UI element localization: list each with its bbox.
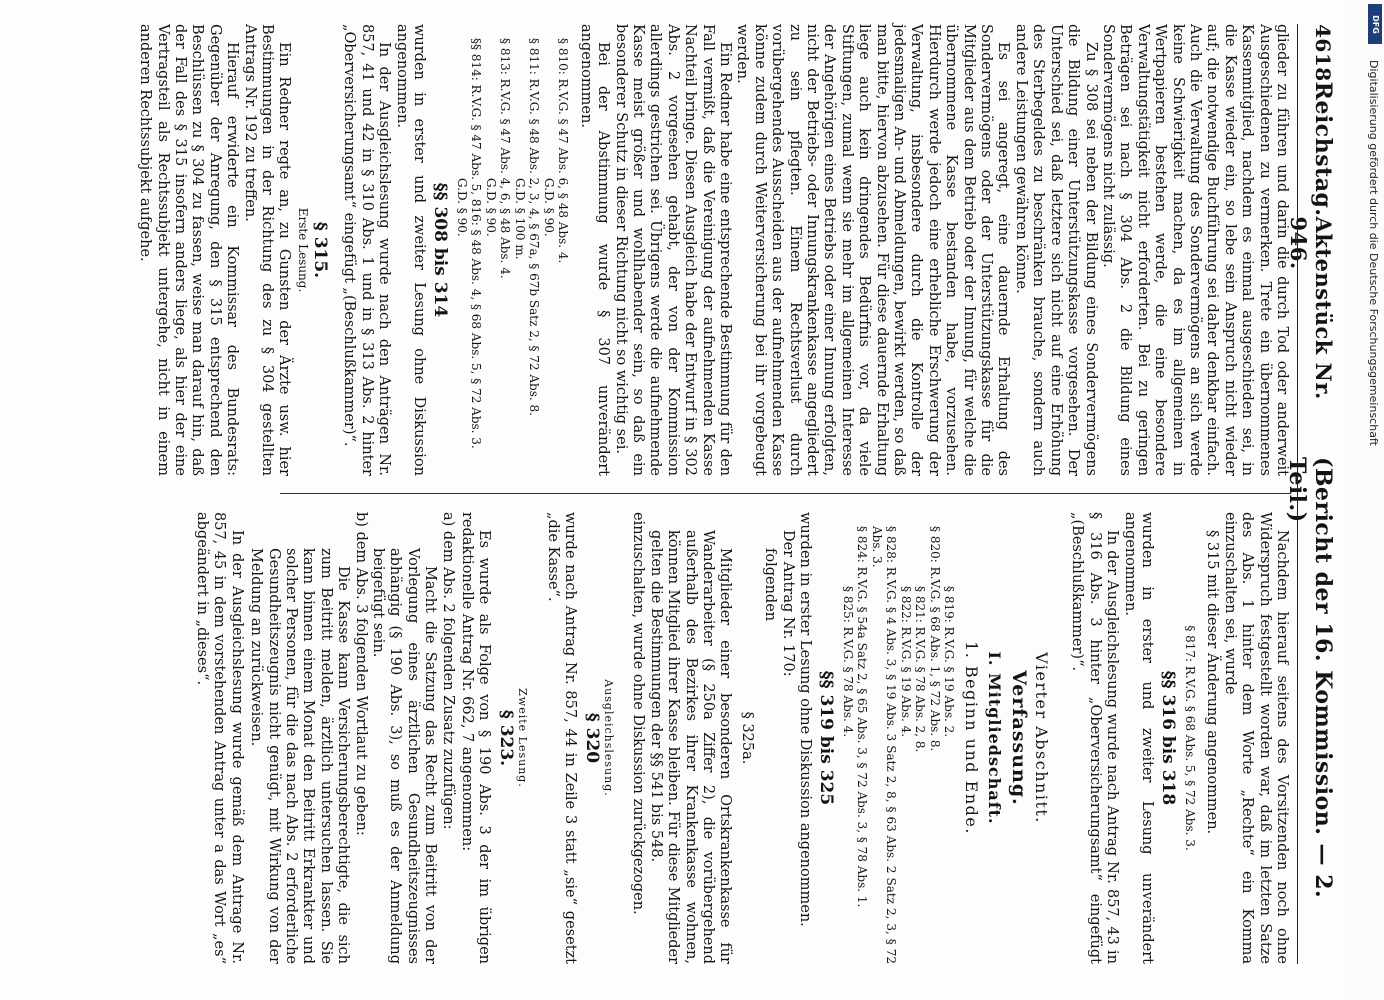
section-subheading: Zweite Lesung.	[516, 688, 530, 788]
section-heading: §§ 308 bis 314	[430, 182, 451, 318]
paragraph: Es sei angeregt, eine dauernde Erhaltung des Sondervermögens oder der Unterstützungskasse für die Mitglieder aus dem Betrieb oder der Innung, für welche die übernommene Kasse bestanden habe, vorzusehen. Hierdurch werde jedoch eine erhebliche Erschwerung der Verwaltung, insbesondere durch die Kontrolle der jedesmaligen An- und Abmeldungen, bewirkt werden, so daß man bitte, hiervon abzusehen. Für diese dauernde Erhaltung liege auch kein dringendes Bedürfnis vor, da viele Stiftungen, zumal wenn sie mehr im allgemeinen Interesse der Angehörigen eines Betriebs oder einer Innung erfolgten, nicht der Betriebs- oder Innungskrankenkasse angegliedert zu sein pflegten. Einem Rechtsverlust durch vorübergehendes Ausscheiden aus der aufnehmenden Kasse könne zudem durch Weiterversicherung bei ihr vorgebeugt werden.	[734, 24, 1012, 476]
footnote: § 819: R.V.G. § 19 Abs. 2.	[942, 586, 957, 738]
chapter-heading: I. Mitgliedschaft.	[985, 651, 1005, 825]
left-column	[136, 24, 1290, 476]
footnote: §§ 814: R.V.G. § 47 Abs. 5, 816: § 48 Abs. 4, § 68 Abs. 5, § 72 Abs. 3.	[469, 38, 484, 449]
section-heading: § 325a.	[738, 711, 755, 765]
page-header	[1284, 24, 1336, 964]
paragraph: wurden in erster und zweiter Lesung unverändert angenommen.	[1121, 512, 1156, 964]
footnote: G.D. § 90.	[483, 178, 498, 237]
paragraph: In der Ausgleichslesung wurde nach Antrag Nr. 857, 43 in § 316 Abs. 3 hinter „Oberversicherungsamt“ eingefügt „(Beschlußkammer)“.	[1069, 512, 1121, 964]
amendment-list	[247, 512, 456, 964]
footnote: § 813: R.V.G. § 47 Abs. 4, 6, § 48 Abs. 4.	[498, 38, 513, 279]
footnote: § 828: R.V.G. § 4 Abs. 3, § 19 Abs. 3 Satz 2, 8, § 63 Abs. 2 Satz 2, 3, § 72 Abs. 3.	[869, 526, 899, 964]
dfg-logo	[1368, 4, 1382, 44]
section-heading: § 320	[581, 712, 602, 764]
paragraph: Ein Redner habe eine entsprechende Bestimmung für den Fall vermißt, daß die Vereinigung der aufnehmenden Kasse Nachteil bringe. Diesen Ausgleich habe der Entwurf in § 302 Abs. 2 vorgesehen gehabt, der von der Kommission allerdings gestrichen sei. Übrigens werde die aufnehmende Kasse meist größer und wohlhabender sein, so daß ein besonderer Schutz in dieser Richtung nicht so wichtig sei.	[612, 24, 733, 476]
list-item	[438, 512, 455, 964]
paragraph: Nachdem hierauf seitens des Vorsitzenden noch ohne Widerspruch festgestellt worden war, daß im letzten Satze des Abs. 1 hinter dem Worte „Rechte“ ein Komma einzuschalten sei, wurde	[1221, 512, 1290, 964]
header-left-title: Reichstag.	[1310, 81, 1336, 217]
paragraph: In der Ausgleichslesung wurde gemäß dem Antrage Nr. 857, 45 in dem vorstehenden Antrag unter a das Wort „es“ abgeändert in „dieses“.	[194, 512, 245, 964]
paragraph: § 315 mit dieser Änderung angenommen.	[1204, 530, 1221, 835]
footnote: § 811: R.V.G. § 48 Abs. 2, 3, 4, § 67a, § 67b Satz 2, § 72 Abs. 8.	[527, 38, 542, 416]
header-right-title: (Bericht der 16. Kommission. — 2. Teil.)	[1284, 456, 1336, 899]
paragraph: Der Antrag Nr. 170:	[779, 530, 796, 677]
footnote: § 820: R.V.G. § 68 Abs. 1, § 72 Abs. 8.	[927, 526, 942, 752]
footnote: § 810: R.V.G. § 47 Abs. 6, § 48 Abs. 4.	[556, 38, 571, 264]
footnote-block	[840, 526, 956, 964]
paragraph: einzuschalten, wurde ohne Diskussion zurückgezogen.	[630, 512, 647, 915]
footnote: G.D. § 90.	[541, 178, 556, 237]
part-heading: Vierter Abschnitt.	[1032, 652, 1052, 824]
side-credit	[1366, 60, 1382, 940]
footnote-block	[454, 38, 570, 476]
section-subheading: Ausgleichslesung.	[601, 679, 615, 797]
paragraph: wurden in erster und zweiter Lesung ohne Diskussion angenommen.	[393, 24, 427, 476]
list-item	[351, 512, 368, 964]
paragraph: Hierauf erwiderte ein Kommissar des Bundesrats: Gegenüber der Anregung, den § 315 entsprechend den Beschlüssen zu § 304 zu fassen, weise man darauf hin, daß der Fall des § 315 insofern anders liege, als hier der eine Vertragsteil als Rechtssubjekt untergehe, nicht in einem anderen Rechtssubjekt aufgehe.	[137, 24, 241, 476]
paragraph: glieder zu führen und darin die durch Tod oder anderweit Ausgeschiedenen zu vermerken. Trete ein übernommenes Kassenmitglied, nachdem es einmal ausgeschieden sei, in die Kasse wieder ein, so lebe sein Anspruch nicht wieder auf; die notwendige Buchführung sei daher denkbar einfach. Auch die Verwaltung des Sondervermögens an sich werde keine Schwierigkeit machen, da es im allgemeinen in Wertpapieren bestehen werde, die eine besondere Verwaltungstätigkeit nicht erforderten. Bei zu geringen Beträgen sei nach § 304 Abs. 2 die Bildung eines Sondervermögens nicht zulässig.	[1099, 24, 1290, 476]
quoted-paragraph: Die Kasse kann Versicherungsberechtigte, die sich zum Beitritt melden, ärztlich untersuchen lassen. Sie kann binnen einem Monat den Beitritt Erkrankter und solcher Personen, für die das nach Abs. 2 erforderliche Gesundheitszeugnis nicht genügt, mit Wirkung von der Meldung an zurückweisen.	[248, 548, 352, 964]
paragraph: Zu § 308 sei neben der Bildung eines Sondervermögens die Bildung einer Unterstützungskasse vorgesehen. Der Unterschied sei, daß letztere sich nicht auf eine Erhöhung des Sterbegeldes zu beschränken brauche, sondern auch andere Leistungen gewähren könne.	[1012, 24, 1099, 476]
paragraph: In der Ausgleichslesung wurde nach den Anträgen Nr. 857, 41 und 42 in § 310 Abs. 1 und in § 313 Abs. 2 hinter „Oberversicherungsamt“ eingefügt „(Beschlußkammer)“.	[341, 24, 393, 476]
digitization-credit: Digitalisierung gefördert durch die Deutsche Forschungsgemeinschaft	[1367, 60, 1380, 446]
section-heading: §§ 316 bis 318	[1158, 670, 1179, 806]
column-divider	[280, 493, 1290, 494]
footnote: § 822: R.V.G. § 19 Abs. 4.	[898, 586, 913, 738]
list-label: b)	[352, 512, 369, 527]
section-subheading: Erste Lesung.	[296, 207, 311, 293]
part-title: Verfassung.	[1007, 670, 1030, 806]
footnote: § 824: R.V.G. § 54a Satz 2, § 65 Abs. 3, § 72 Abs. 3, § 78 Abs. 1.	[855, 526, 870, 908]
paragraph: wurden in erster Lesung ohne Diskussion angenommen.	[797, 512, 813, 927]
section-heading: §§ 319 bis 325	[816, 670, 837, 806]
footnote: § 817: R.V.G. § 68 Abs. 5, § 72 Abs. 3.	[1182, 625, 1197, 851]
section-heading: § 323.	[495, 709, 516, 767]
paragraph: Bei der Abstimmung wurde § 307 unverändert angenommen.	[577, 24, 612, 476]
paragraph: Ein Redner regte an, zu Gunsten der Ärzte usw. hier Bestimmungen in der Richtung des zu § 304 gestellten Antrags Nr. 192 zu treffen.	[241, 24, 293, 476]
list-text: dem Abs. 2 folgenden Zusatz zuzufügen:	[439, 530, 456, 830]
paragraph: folgenden	[762, 548, 779, 622]
page-number: 4618	[1311, 24, 1335, 82]
header-rule	[1297, 24, 1298, 964]
paragraph: Es wurde als Folge von § 190 Abs. 3 der im übrigen redaktionelle Antrag Nr. 662, 7 angenommen:	[459, 512, 493, 964]
right-column	[193, 512, 1290, 964]
footnote: G.D. § 90.	[454, 178, 469, 237]
list-label: a)	[439, 512, 456, 527]
dfg-logo-text: DFG	[1370, 14, 1380, 34]
list-text: dem Abs. 3 folgenden Wortlaut zu geben:	[352, 531, 369, 836]
quoted-paragraph: Mitglieder einer besonderen Ortskrankenkasse für Wanderarbeiter (§ 250a Ziffer 2), die vorübergehend außerhalb des Bezirkes ihrer Krankenkasse wohnen, können Mitglied ihrer Kasse bleiben. Für diese Mitglieder gelten die Bestimmungen der §§ 541 bis 548.	[647, 530, 734, 964]
quoted-paragraph: Macht die Satzung das Recht zum Beitritt von der Vorlegung eines ärztlichen Gesundheitszeugnisses abhängig (§ 190 Abs. 3), so muß es der Anmeldung beigefügt sein.	[370, 548, 439, 964]
footnote: G.D. § 100 m.	[512, 178, 527, 260]
page-content	[16, 24, 1336, 964]
paragraph: wurde nach Antrag Nr. 857, 44 in Zeile 3 statt „sie“ gesetzt „die Kasse“.	[544, 512, 579, 964]
header-center-title: Aktenstück Nr. 946.	[1286, 216, 1336, 400]
section-heading: § 315.	[309, 221, 330, 279]
footnote: § 821: R.V.G. § 78 Abs. 2, 8.	[913, 586, 928, 753]
subchapter-heading: 1. Beginn und Ende.	[961, 641, 981, 835]
footnote: § 825: R.V.G. § 78 Abs. 4.	[840, 586, 855, 738]
